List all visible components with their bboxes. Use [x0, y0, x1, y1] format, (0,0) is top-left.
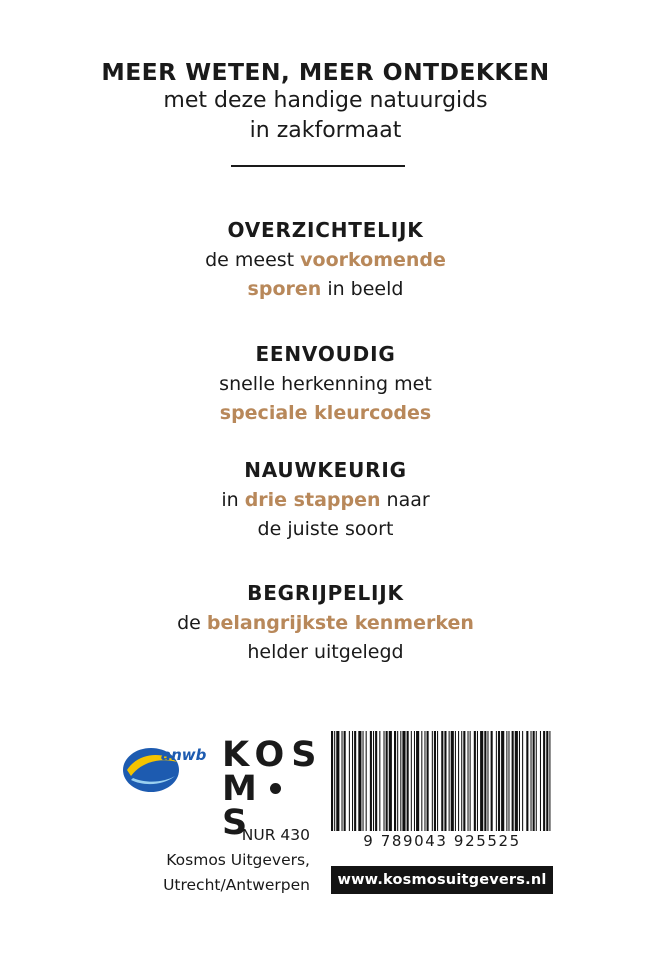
barcode-bar [526, 731, 528, 831]
barcode-bar [531, 731, 532, 831]
feature-line-2 [0, 515, 651, 544]
barcode-bar [342, 731, 343, 831]
feature-title: NAUWKEURIG [244, 458, 407, 482]
barcode-bar [349, 731, 350, 831]
barcode-bar [458, 731, 459, 831]
anwb-logo [117, 736, 213, 796]
barcode-bar [463, 731, 465, 831]
barcode-bar [519, 731, 520, 831]
barcode-bar [400, 731, 401, 831]
barcode-bar [477, 731, 478, 831]
text: de [177, 612, 207, 634]
barcode-bar [540, 731, 541, 831]
kosmos-row-1: KOS [222, 735, 324, 775]
barcode-bar [427, 731, 429, 831]
barcode-bar [461, 731, 462, 831]
barcode-bar [546, 731, 548, 831]
anwb-wordmark: anwb [161, 746, 207, 764]
divider [231, 165, 405, 167]
barcode-bar [379, 731, 380, 831]
barcode-bar [474, 731, 476, 831]
feature-line-1 [0, 486, 651, 515]
text: de meest [205, 249, 301, 271]
subtitle-line-1: met deze handige natuurgids [163, 88, 488, 113]
feature-begrijpelijk [0, 579, 651, 667]
page-title: MEER WETEN, MEER ONTDEKKEN [101, 58, 550, 86]
barcode-bar [331, 731, 333, 831]
barcode-bar [373, 731, 374, 831]
barcode-bar [366, 731, 367, 831]
text: naar [380, 489, 430, 511]
barcode-bar [444, 731, 446, 831]
text: in beeld [321, 278, 404, 300]
barcode-bar [386, 731, 388, 831]
feature-nauwkeurig [0, 456, 651, 544]
website-link[interactable]: www.kosmosuitgevers.nl [331, 866, 553, 894]
barcode-bar [407, 731, 409, 831]
feature-title: OVERZICHTELIJK [227, 218, 424, 242]
barcode-bar [389, 731, 392, 831]
highlight-text: speciale kleurcodes [219, 402, 432, 424]
feature-line-2 [0, 275, 651, 304]
feature-line-2 [0, 638, 651, 667]
kosmos-dot-icon [270, 783, 281, 794]
barcode-bar [375, 731, 377, 831]
barcode-bar [484, 731, 486, 831]
barcode-bar [344, 731, 346, 831]
barcode-bar [416, 731, 419, 831]
text: in [221, 489, 245, 511]
kosmos-letter: M [222, 769, 264, 809]
barcode-bar [441, 731, 443, 831]
barcode-bar [533, 731, 535, 831]
feature-title: BEGRIJPELIJK [247, 581, 404, 605]
barcode-bar [498, 731, 500, 831]
barcode-bar [506, 731, 507, 831]
highlight-text: sporen [247, 278, 322, 300]
feature-overzichtelijk [0, 216, 651, 304]
text: helder uitgelegd [247, 641, 404, 663]
barcode-bar [451, 731, 454, 831]
barcode-bar [394, 731, 396, 831]
subtitle-line-2: in zakformaat [249, 118, 402, 143]
feature-line-1 [0, 246, 651, 275]
barcode-bar [515, 731, 518, 831]
barcode-bar [449, 731, 450, 831]
highlight-text: drie stappen [244, 489, 381, 511]
highlight-text: voorkomende [300, 249, 446, 271]
barcode-bar [354, 731, 356, 831]
highlight-text: belangrijkste kenmerken [206, 612, 474, 634]
publisher-name: Kosmos Uitgevers, [166, 851, 310, 869]
text: de juiste soort [257, 518, 394, 540]
barcode-bar [336, 731, 339, 831]
publisher-location: Utrecht/Antwerpen [163, 876, 310, 894]
barcode-bar [434, 731, 436, 831]
kosmos-letter: S [222, 803, 255, 843]
barcode-bar [363, 731, 364, 831]
barcode-bar [334, 731, 335, 831]
barcode-bar [402, 731, 405, 831]
barcode-bar [432, 731, 433, 831]
text: snelle herkenning met [219, 373, 432, 395]
barcode-bar [437, 731, 438, 831]
barcode-bar [536, 731, 537, 831]
barcode-bar [424, 731, 425, 831]
barcode-bar [522, 731, 523, 831]
barcode-bar [512, 731, 514, 831]
barcode-digits: 9 789043 925525 [363, 832, 521, 850]
barcode-bar [491, 731, 493, 831]
barcode-bar [543, 731, 545, 831]
barcode-bar [455, 731, 456, 831]
barcode-bar [411, 731, 412, 831]
feature-line-1 [0, 609, 651, 638]
barcode-bar [470, 731, 471, 831]
barcode-bar [358, 731, 361, 831]
barcode-bar [384, 731, 385, 831]
feature-eenvoudig [0, 340, 651, 428]
feature-line-1 [0, 370, 651, 399]
barcode-bar [397, 731, 398, 831]
nur-code: NUR 430 [241, 826, 310, 844]
barcode-bar [414, 731, 415, 831]
barcode-bar [501, 731, 504, 831]
barcode-bar [487, 731, 488, 831]
barcode-bar [508, 731, 509, 831]
barcode-bar [421, 731, 422, 831]
feature-line-2 [0, 399, 651, 428]
barcode-bar [549, 731, 550, 831]
barcode [331, 731, 553, 831]
feature-title: EENVOUDIG [255, 342, 396, 366]
barcode-bar [496, 731, 497, 831]
barcode-bar [370, 731, 372, 831]
barcode-bar [480, 731, 483, 831]
header [0, 58, 651, 146]
barcode-bar [468, 731, 469, 831]
barcode-bar [352, 731, 353, 831]
